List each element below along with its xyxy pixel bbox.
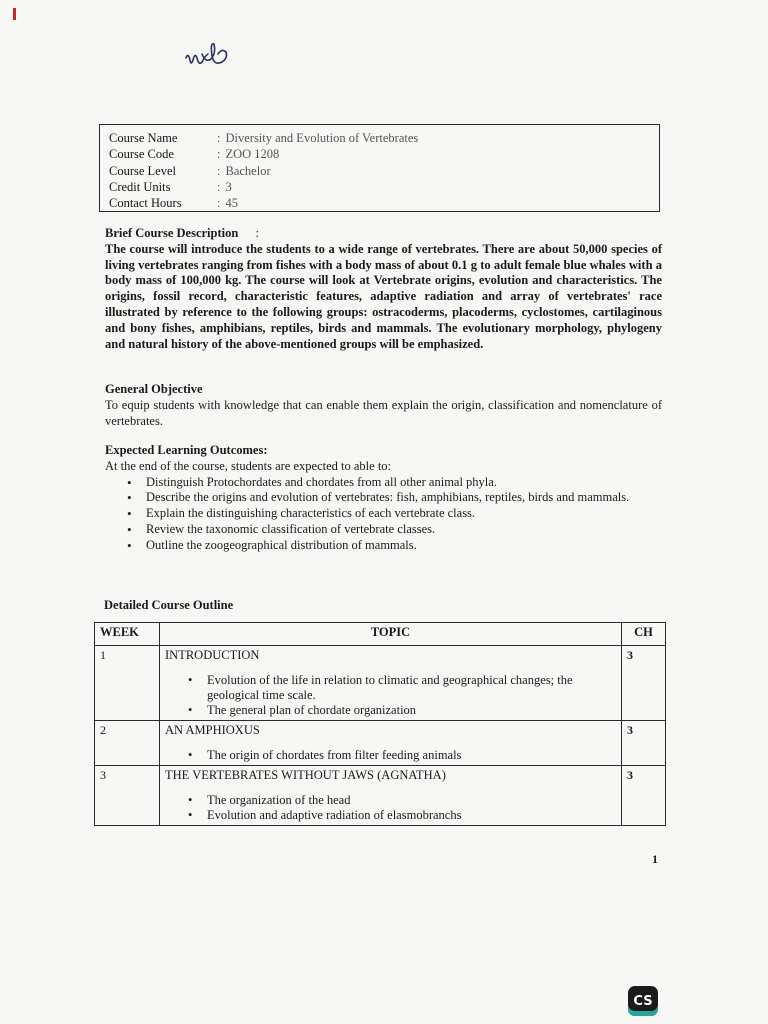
- list-item: • Review the taxonomic classification of vertebrate classes.: [146, 522, 662, 538]
- brief-description-section: [105, 226, 662, 352]
- table-row: [95, 721, 666, 766]
- topic-title: THE VERTEBRATES WITHOUT JAWS (AGNATHA): [165, 768, 446, 782]
- learning-outcomes-list: [105, 475, 662, 554]
- info-label: Credit Units: [109, 179, 171, 194]
- learning-outcomes-intro: At the end of the course, students are expected to able to:: [105, 458, 392, 473]
- section-heading: Expected Learning Outcomes:: [105, 443, 268, 457]
- info-row: Contact Hours : 45: [109, 196, 238, 211]
- info-value: 45: [225, 196, 238, 211]
- info-label: Course Name: [109, 131, 178, 145]
- table-header-row: [95, 623, 666, 646]
- list-item: • Describe the origins and evolution of vertebrates: fish, amphibians, reptiles, birds and mammals.: [146, 490, 662, 506]
- topic-cell: [160, 721, 622, 766]
- list-item: • The general plan of chordate organization: [207, 703, 616, 718]
- list-item: • The organization of the head: [207, 793, 616, 808]
- topic-title: INTRODUCTION: [165, 648, 260, 662]
- info-label: Contact Hours: [109, 196, 182, 211]
- info-row: Course Name : Diversity and Evolution of Vertebrates: [109, 131, 419, 145]
- ch-header: CH: [622, 623, 666, 646]
- info-row: Course Code : ZOO 1208: [109, 147, 280, 162]
- list-item: • The origin of chordates from filter feeding animals: [207, 748, 616, 763]
- general-objective-section: [105, 382, 662, 429]
- list-item: • Evolution of the life in relation to climatic and geographical changes; the geological time scale.: [207, 673, 616, 703]
- topic-title: AN AMPHIOXUS: [165, 723, 260, 737]
- heading-colon: :: [255, 226, 259, 240]
- week-header: WEEK: [95, 623, 160, 646]
- info-value: Bachelor: [225, 163, 271, 178]
- ch-cell: 3: [622, 721, 666, 766]
- table-row: [95, 766, 666, 826]
- topic-cell: [160, 646, 622, 721]
- info-value: ZOO 1208: [225, 147, 280, 162]
- scanner-badge-label: CS: [633, 993, 653, 1009]
- topic-header: TOPIC: [160, 623, 622, 646]
- week-cell: 3: [95, 766, 160, 826]
- course-outline-table: [94, 622, 666, 826]
- topic-bullets: [165, 673, 616, 718]
- page-number: 1: [652, 852, 658, 866]
- info-label: Course Level: [109, 163, 176, 178]
- course-info-box: [99, 124, 660, 212]
- general-objective-text: To equip students with knowledge that can enable them explain the origin, classification and nomenclature of vertebrates.: [105, 397, 662, 428]
- table-row: [95, 646, 666, 721]
- list-item: • Evolution and adaptive radiation of elasmobranchs: [207, 808, 616, 823]
- info-label: Course Code: [109, 147, 174, 162]
- info-value: 3: [225, 179, 232, 194]
- topic-bullets: [165, 793, 616, 823]
- brief-description-text: The course will introduce the students to a wide range of vertebrates. There are about 50,000 species of living vertebrates ranging from fishes with a body mass of about 0.1 g to adult female blue whales with a body mass of 100,000 kg. The course will look at Vertebrate origins, evolution and characteristics. The origins, fossil record, characteristic features, adaptive radiation and array of vertebrates' race illustrated by reference to the following groups: ostracoderms, placoderms, cyclostomes, cartilaginous and bony fishes, amphibians, reptiles, birds and mammals. The evolutionary morphology, phylogeny and natural history of the above-mentioned groups will be emphasized.: [105, 241, 662, 351]
- ch-cell: 3: [622, 766, 666, 826]
- topic-cell: [160, 766, 622, 826]
- camscanner-logo-icon: [628, 986, 658, 1016]
- info-value: Diversity and Evolution of Vertebrates: [225, 131, 419, 145]
- section-heading: General Objective: [105, 382, 203, 396]
- scan-edge-mark: [13, 8, 16, 20]
- info-row: Course Level : Bachelor: [109, 163, 271, 178]
- week-cell: 1: [95, 646, 160, 721]
- list-item: • Outline the zoogeographical distribution of mammals.: [146, 538, 662, 554]
- list-item: • Distinguish Protochordates and chordates from all other animal phyla.: [146, 475, 662, 491]
- topic-bullets: [165, 748, 616, 763]
- section-heading: Brief Course Description: [105, 226, 239, 240]
- info-row: Credit Units : 3: [109, 179, 232, 194]
- ch-cell: 3: [622, 646, 666, 721]
- list-item: • Explain the distinguishing characteristics of each vertebrate class.: [146, 506, 662, 522]
- learning-outcomes-section: [105, 443, 662, 554]
- handwritten-initials: [182, 40, 242, 80]
- week-cell: 2: [95, 721, 160, 766]
- outline-title: Detailed Course Outline: [104, 598, 234, 612]
